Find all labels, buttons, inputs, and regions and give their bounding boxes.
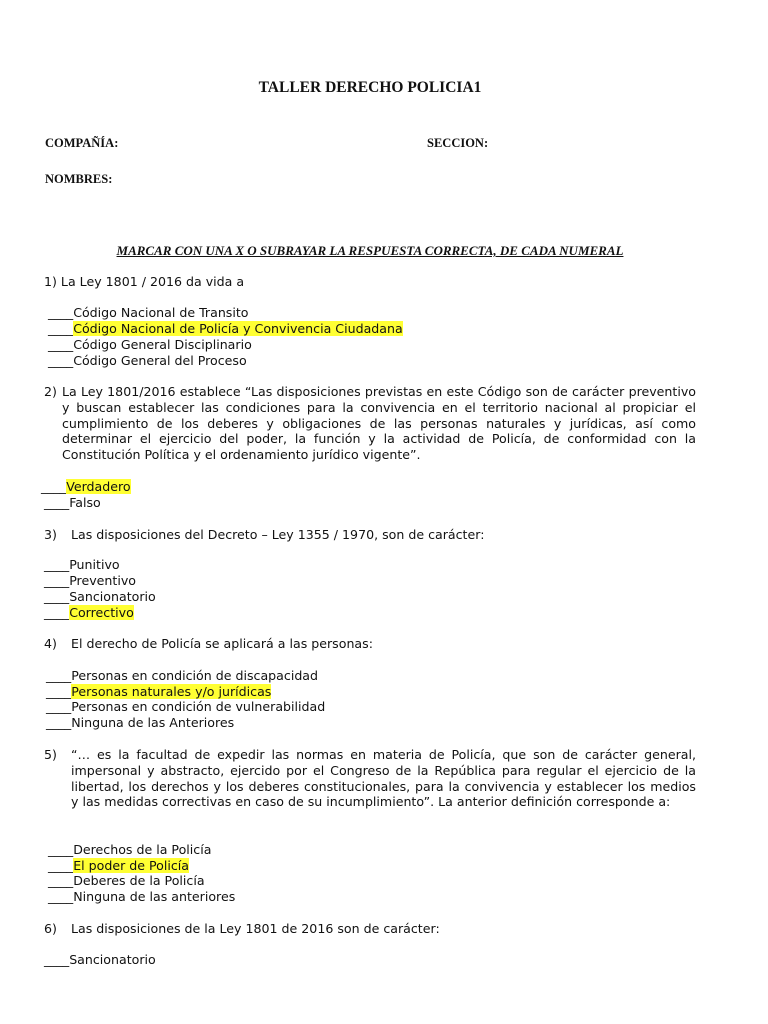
q6-option-1: ____Sancionatorio xyxy=(44,952,156,967)
q2-number: 2) xyxy=(44,384,57,399)
q6-number: 6) xyxy=(44,921,57,936)
question-3: Las disposiciones del Decreto – Ley 1355 / 1970, son de carácter: xyxy=(71,527,485,542)
question-2: La Ley 1801/2016 establece “Las disposiciones previstas en este Código son de carácter preventivo y buscan establecer las condiciones para la convivencia en el territorio nacional al propiciar el cumplimiento de los deberes y obligaciones de las personas naturales y jurídicas, así como determinar el ejercicio del poder, la función y la actividad de Policía, de conformidad con la Constitución Política y el ordenamiento jurídico vigente”. xyxy=(62,384,696,463)
question-5: “… es la facultad de expedir las normas en materia de Policía, que son de carácter general, impersonal y abstracto, ejercido por el Congreso de la República para regular el ejercicio de la libertad, los derechos y los deberes constitucionales, para la convivencia y establecer los medios y las medidas correctivas en caso de su incumplimiento”. La anterior definición corresponde a: xyxy=(71,747,696,810)
q1-option-3: ____Código General Disciplinario xyxy=(48,337,252,352)
q5-option-4: ____Ninguna de las anteriores xyxy=(48,889,236,904)
q3-option-1: ____Punitivo xyxy=(44,557,120,572)
q4-option-3: ____Personas en condición de vulnerabilidad xyxy=(46,699,326,714)
page-title: TALLER DERECHO POLICIA1 xyxy=(258,79,482,96)
seccion-label: SECCION: xyxy=(427,136,489,150)
q4-option-2: ____Personas naturales y/o jurídicas xyxy=(46,684,272,699)
q5-option-1: ____Derechos de la Policía xyxy=(48,842,212,857)
q3-number: 3) xyxy=(44,527,57,542)
q2-option-2: ____Falso xyxy=(44,495,101,510)
q5-number: 5) xyxy=(44,747,57,762)
q4-option-1: ____Personas en condición de discapacidad xyxy=(46,668,319,683)
q4-number: 4) xyxy=(44,636,57,651)
q5-option-2: ____El poder de Policía xyxy=(48,858,190,873)
q1-option-4: ____Código General del Proceso xyxy=(48,353,247,368)
q4-option-4: ____Ninguna de las Anteriores xyxy=(46,715,235,730)
q1-option-2: ____Código Nacional de Policía y Convivencia Ciudadana xyxy=(48,321,403,336)
question-6: Las disposiciones de la Ley 1801 de 2016 son de carácter: xyxy=(71,921,440,936)
q2-option-1: ____Verdadero xyxy=(41,479,131,494)
compania-label: COMPAÑÍA: xyxy=(45,136,119,150)
instructions: MARCAR CON UNA X O SUBRAYAR LA RESPUESTA CORRECTA, DE CADA NUMERAL xyxy=(116,243,624,258)
q1-option-1: ____Código Nacional de Transito xyxy=(48,305,249,320)
q3-option-2: ____Preventivo xyxy=(44,573,136,588)
question-1: 1) La Ley 1801 / 2016 da vida a xyxy=(44,274,245,289)
question-4: El derecho de Policía se aplicará a las personas: xyxy=(71,636,373,651)
q3-option-4: ____Correctivo xyxy=(44,605,134,620)
nombres-label: NOMBRES: xyxy=(45,172,113,186)
q3-option-3: ____Sancionatorio xyxy=(44,589,156,604)
q5-option-3: ____Deberes de la Policía xyxy=(48,873,205,888)
